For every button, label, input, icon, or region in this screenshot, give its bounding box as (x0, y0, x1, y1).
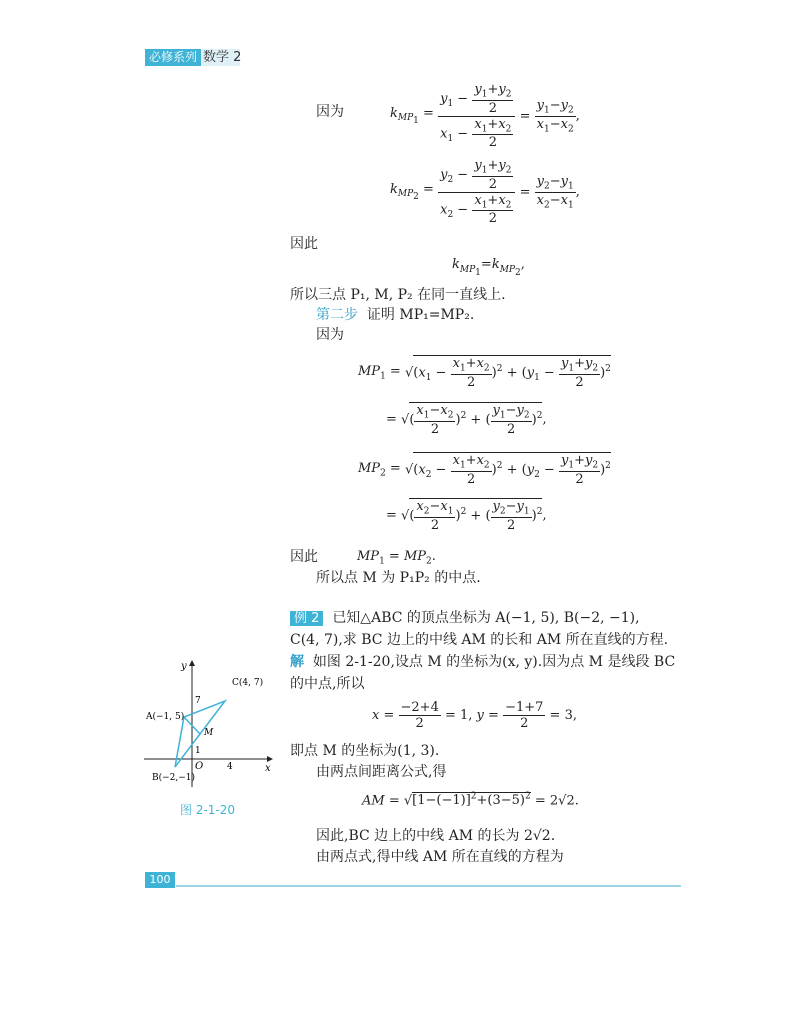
footer-line (176, 885, 681, 887)
mp1-formula: $MP_1 = √(x_1$ − $\frac{x_1+x_2}{2}$ )$^2 + (y_1$ − $\frac{y_1+y_2}{2}$ )$^2$ (358, 356, 611, 390)
example-line2: C(4, 7),求 BC 边上的中线 AM 的长和 AM 所在直线的方程. (290, 632, 669, 648)
mp1-simplified: = √( $\frac{x_1-x_2}{2}$ )$^2$ + ( $\frac{y_1-y_2}{2}$ )$^2$, (386, 403, 547, 437)
label-c: C(4, 7) (232, 678, 264, 688)
midpoint-text: 所以点 M 为 P₁P₂ 的中点. (316, 570, 481, 586)
page-number: 100 (145, 872, 175, 888)
therefore-label: 因此 (290, 236, 318, 252)
solution-label: 解 (290, 654, 304, 670)
tick-7: 7 (195, 696, 201, 706)
tick-1: 1 (195, 746, 201, 756)
axis-y-label: y (181, 661, 187, 672)
solution-line1 (290, 652, 675, 672)
step2-label: 第二步 (316, 307, 358, 323)
coordinate-figure (140, 655, 280, 790)
example-label: 例 2 (290, 611, 323, 626)
length-line: 因此,BC 边上的中线 AM 的长为 2√2. (316, 828, 556, 844)
tick-4: 4 (227, 762, 233, 772)
step2-line (316, 305, 474, 325)
mp2-simplified: = √( $\frac{x_2-x_1}{2}$ )$^2$ + ( $\frac{y_2-y_1}{2}$ )$^2$, (386, 499, 547, 533)
midpoint-calc: x = $\frac{-2+4}{2}$ = 1, y = $\frac{-1+7}{2}$ = 3, (372, 700, 577, 731)
therefore-eq-label: 因此 (290, 549, 318, 565)
because2-label: 因为 (316, 327, 344, 343)
subject-title: 数学 2 (203, 50, 242, 65)
label-m: M (204, 728, 214, 738)
mp2-formula: $MP_2 = √(x_2$ − $\frac{x_1+x_2}{2}$ )$^2 + (y_2$ − $\frac{y_1+y_2}{2}$ )$^2$ (358, 453, 611, 487)
slope-mp1-formula: $k_{MP_1}$ = $y_1$ − $\frac{y_1+y_2}{2}$ $x_1$ − $\frac{x_1+x_2}{2}$ = $\frac{y_1-y_2}{x_1-x_2}$ , (390, 82, 580, 151)
coord-line: 即点 M 的坐标为(1, 3). (290, 743, 440, 759)
example-text1: 已知△ABC 的顶点坐标为 A(−1, 5), B(−2, −1), (332, 610, 640, 626)
solution-line2: 的中点,所以 (290, 676, 365, 692)
label-b: B(−2,−1) (152, 773, 196, 783)
series-tag: 必修系列 (145, 49, 201, 66)
because-label: 因为 (316, 104, 344, 120)
example-line1 (290, 608, 640, 629)
collinear-text: 所以三点 P₁, M, P₂ 在同一直线上. (290, 287, 506, 303)
label-a: A(−1, 5) (146, 712, 185, 722)
am-length-formula: AM = $√[1-(-1)]^2+(3-5)^2 = 2√2$. (362, 792, 579, 809)
slope-mp2-formula: $k_{MP_2}$ = $y_2$ − $\frac{y_1+y_2}{2}$ $x_2$ − $\frac{x_1+x_2}{2}$ = $\frac{y_2-y_1}{x_2-x_1}$ , (390, 158, 580, 227)
mp-equal: $MP_1 = MP_2$. (357, 549, 436, 567)
distance-line: 由两点间距离公式,得 (316, 764, 447, 780)
origin-label: O (195, 761, 204, 772)
solution-text1: 如图 2-1-20,设点 M 的坐标为(x, y).因为点 M 是线段 BC (312, 654, 676, 670)
two-point-line: 由两点式,得中线 AM 所在直线的方程为 (316, 849, 564, 865)
slope-equal: $k_{MP_1}=k_{MP_2}$, (452, 257, 525, 278)
figure-caption: 图 2-1-20 (180, 803, 236, 817)
axis-x-label: x (265, 763, 271, 774)
step2-text: 证明 MP₁=MP₂. (366, 307, 475, 323)
